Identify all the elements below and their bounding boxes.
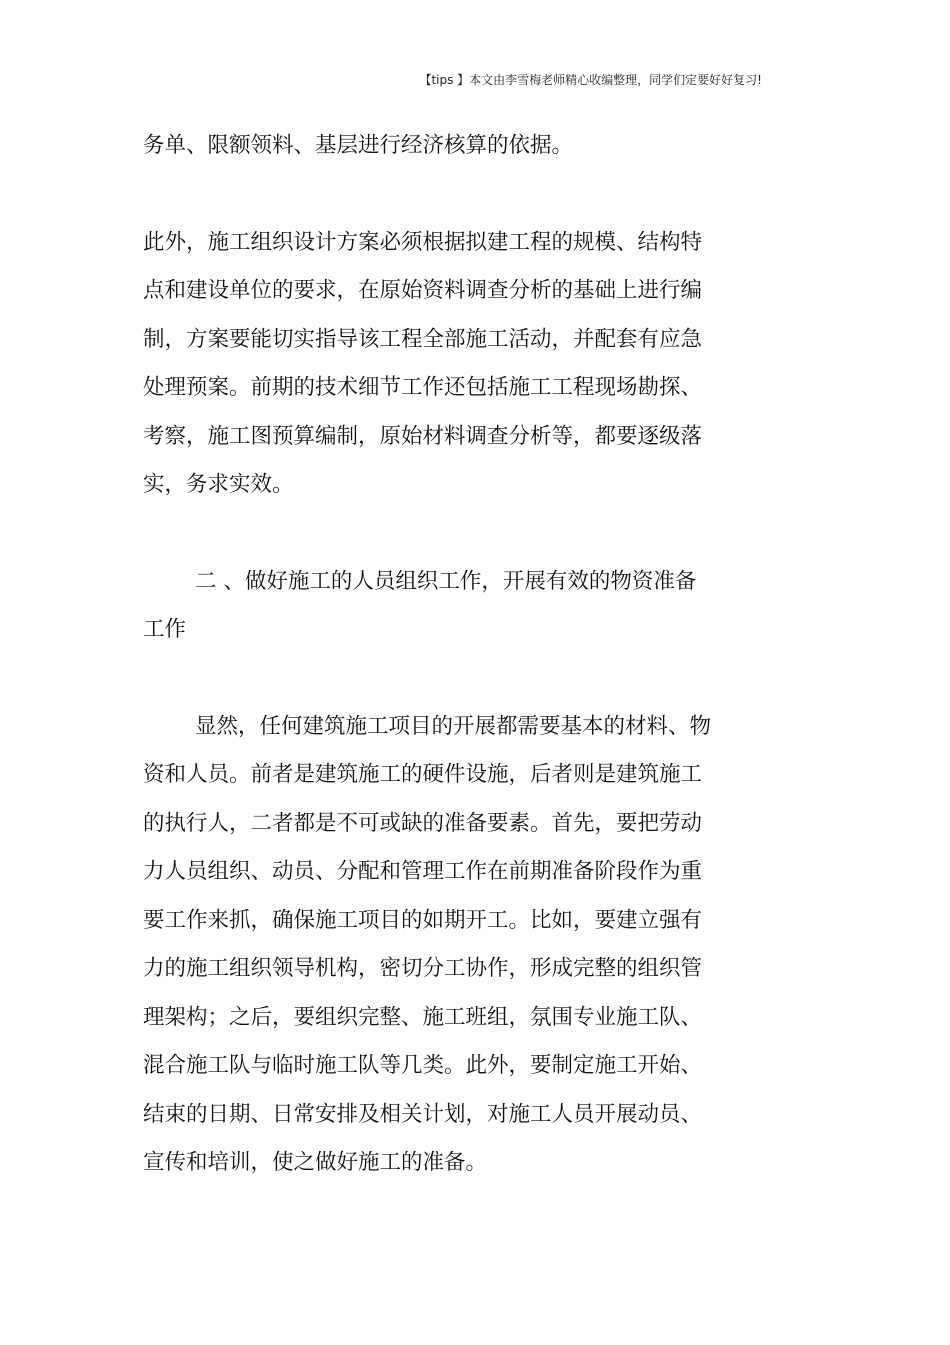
text-line: 要工作来抓，确保施工项目的如期开工。比如，要建立强有 [143, 907, 703, 933]
document-body [143, 126, 747, 1192]
paragraph-continuation [143, 126, 747, 175]
header-tip-note: 【tips 】本文由李雪梅老师精心收编整理，同学们定要好好复习! [419, 73, 762, 87]
text-line: 力人员组织、动员、分配和管理工作在前期准备阶段作为重 [143, 859, 703, 884]
text-line: 资和人员。前者是建筑施工的硬件设施，后者则是建筑施工 [143, 762, 703, 787]
text-line: 务单、限额领料、基层进行经济核算的依据。 [143, 133, 574, 158]
heading-line: 二 、做好施工的人员组织工作，开展有效的物资准备 [195, 568, 697, 594]
paragraph-personnel [143, 707, 747, 1192]
text-line: 此外，施工组织设计方案必须根据拟建工程的规模、结构特 [143, 229, 703, 255]
text-line: 实，务求实效。 [143, 472, 294, 497]
heading-line: 工作 [143, 617, 187, 642]
text-line: 宣传和培训，使之做好施工的准备。 [143, 1150, 488, 1175]
text-line: 结束的日期、日常安排及相关计划，对施工人员开展动员、 [143, 1101, 703, 1127]
text-line: 力的施工组织领导机构，密切分工协作，形成完整的组织管 [143, 956, 703, 981]
text-line: 的执行人，二者都是不可或缺的准备要素。首先，要把劳动 [143, 810, 703, 836]
paragraph-gap [143, 175, 747, 223]
paragraph-gap [143, 514, 747, 562]
paragraph-design-plan [143, 223, 747, 514]
paragraph-gap [143, 659, 747, 707]
text-line: 制，方案要能切实指导该工程全部施工活动，并配套有应急 [143, 326, 703, 352]
text-line: 考察，施工图预算编制，原始材料调查分析等，都要逐级落 [143, 423, 703, 449]
text-line: 处理预案。前期的技术细节工作还包括施工工程现场勘探、 [143, 375, 703, 400]
text-line: 理架构；之后，要组织完整、施工班组，氛围专业施工队、 [143, 1004, 703, 1030]
text-line: 点和建设单位的要求，在原始资料调查分析的基础上进行编 [143, 278, 703, 303]
section-heading [143, 562, 747, 659]
text-line: 显然，任何建筑施工项目的开展都需要基本的材料、物 [195, 713, 712, 739]
text-line: 混合施工队与临时施工队等几类。此外，要制定施工开始、 [143, 1053, 703, 1078]
